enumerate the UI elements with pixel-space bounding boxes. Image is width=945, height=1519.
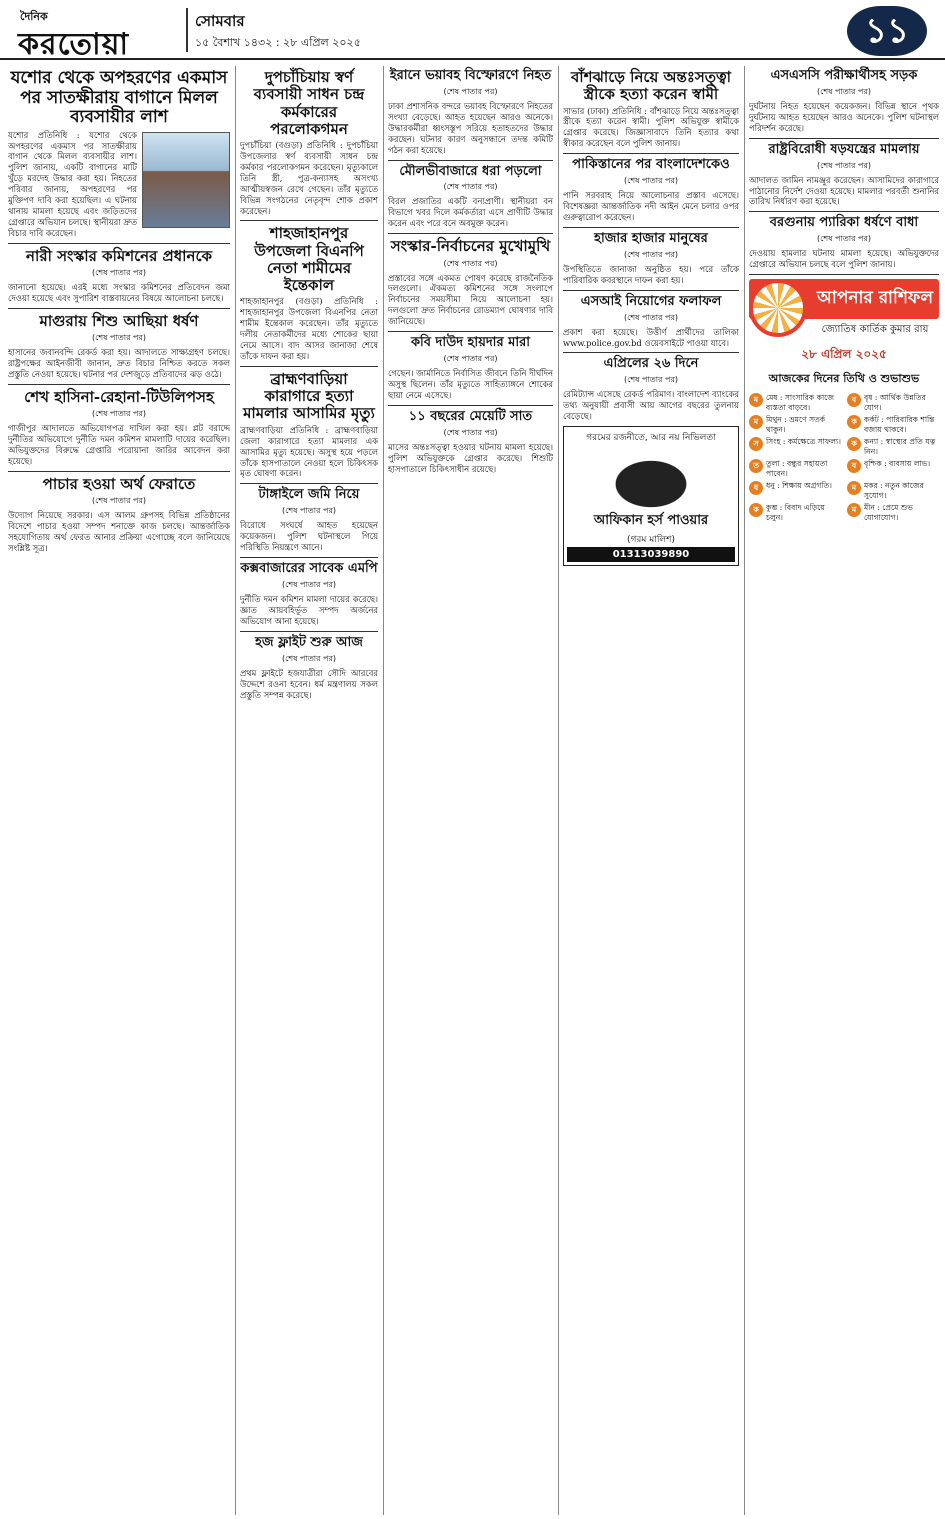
zodiac-sign-item: [749, 437, 841, 456]
issue-day: সোমবার: [195, 12, 245, 30]
zodiac-sign-grid: [749, 393, 939, 522]
headline: টাঙ্গাইলে জমি নিয়ে: [258, 487, 360, 503]
divider: [388, 405, 553, 406]
headline: কবি দাউদ হায়দার মারা: [410, 335, 531, 351]
divider: [388, 331, 553, 332]
divider: [388, 233, 553, 234]
continuation-note: (শেষ পাতার পর): [91, 496, 147, 506]
article-body: প্রথম ফ্লাইটে হজযাত্রীরা সৌদি আরবের উদ্দেশে রওনা হবেন। ধর্ম মন্ত্রণালয় সকল প্রস্তুতি সম্পন্ন করেছে।: [240, 667, 378, 700]
zodiac-sign-icon: ক: [847, 437, 861, 451]
continuation-note: (শেষ পাতার পর): [91, 409, 147, 419]
zodiac-sign-text: কুম্ভ : বিবাদ এড়িয়ে চলুন।: [766, 503, 825, 522]
article-body: ঢাকা প্রশাসনিক বন্দরে ভয়াবহ বিস্ফোরণে নিহতের সংখ্যা বেড়েছে। আহত হয়েছেন আরও অনেকে। উদ্ধারকর্মীরা ধ্বংসস্তূপ সরিয়ে হতাহতদের উদ্ধার করছেন। ঘটনার কারণ অনুসন্ধানে তদন্ত কমিটি গঠন করা হয়েছে।: [388, 100, 553, 155]
column-4: [563, 66, 739, 1519]
headline: এসএসসি পরীক্ষার্থীসহ সড়ক: [770, 68, 918, 83]
continuation-note: (শেষ পাতার পর): [623, 312, 679, 322]
divider: [8, 471, 230, 472]
article-body: গাজীপুর আদালতে অভিযোগপত্র দাখিল করা হয়। প্লট বরাদ্দে দুর্নীতির অভিযোগে দুর্নীতি দমন কমিশন মামলাটি দায়ের করেছিল। অভিযুক্তদের বিরুদ্ধে গ্রেপ্তারি পরোয়ানা জারির আবেদন করা হয়েছে।: [8, 423, 230, 466]
victim-photo: [142, 132, 230, 228]
article-body: মাসের অন্তঃসত্ত্বা হওয়ার ঘটনায় মামলা হয়েছে। পুলিশ অভিযুক্তকে গ্রেপ্তার করেছে। শিশুটি হাসপাতালে চিকিৎসাধীন রয়েছে।: [388, 441, 553, 474]
headline: সংস্কার-নির্বাচনের মুখোমুখি: [390, 237, 551, 256]
zodiac-sign-item: [847, 437, 939, 456]
headline: দুপচাঁচিয়ায় স্বর্ণ ব্যবসায়ী সাধন চন্দ্র কর্মকারের পরলোকগমন: [253, 68, 365, 138]
article-body: সাভার (ঢাকা) প্রতিনিধি : বাঁশঝাড়ে নিয়ে অন্তঃসত্ত্বা স্ত্রীকে হত্যা করেন স্বামী। পুলিশ অভিযুক্ত স্বামীকে গ্রেপ্তার করেছে। জিজ্ঞাসাবাদে তিনি হত্যার কথা স্বীকার করেছেন বলে পুলিশ জানায়।: [563, 105, 739, 149]
continuation-note: (শেষ পাতার পর): [281, 653, 337, 663]
ad-tagline: গরমের রজনীতে, আর নয় নিভিলতা: [586, 433, 716, 444]
zodiac-sign-item: [847, 481, 939, 500]
article-body: উপস্থিতিতে জানাজা অনুষ্ঠিত হয়। পরে তাঁকে পারিবারিক কবরস্থানে দাফন করা হয়।: [563, 263, 739, 285]
headline: হাজার হাজার মানুষের: [594, 230, 708, 246]
headline: শাহজাহানপুর উপজেলা বিএনপি নেতা শামীমের ইন্তেকাল: [254, 224, 364, 295]
continuation-note: (শেষ পাতার পর): [91, 268, 147, 278]
continuation-note: (শেষ পাতার পর): [281, 579, 337, 589]
ad-brand: আফিকান হর্স পাওয়ার: [593, 513, 709, 529]
headline: হজ ফ্লাইট শুরু আজ: [255, 634, 363, 650]
zodiac-sign-item: [749, 481, 841, 500]
ad-phone: 01313039890: [567, 547, 735, 562]
zodiac-sign-item: [847, 393, 939, 412]
issue-date: ১৫ বৈশাখ ১৪৩২ : ২৮ এপ্রিল ২০২৫: [195, 36, 361, 49]
article-body: উদ্যোগ নিয়েছে সরকার। এস আলম গ্রুপসহ বিভিন্ন প্রতিষ্ঠানের বিদেশে পাচার হওয়া সম্পদ শনাক্তে কাজ চলছে। আন্তর্জাতিক সহযোগিতায় অর্থ ফেরত আনার প্রক্রিয়া এগোচ্ছে বলে জানিয়েছে সংশ্লিষ্ট সূত্র।: [8, 510, 230, 553]
headline: বাঁশঝাড়ে নিয়ে অন্তঃসত্ত্বা স্ত্রীকে হত্যা করেন স্বামী: [570, 68, 732, 104]
zodiac-sign-text: মীন : প্রেমে শুভ যোগাযোগ।: [864, 503, 913, 522]
page-number: ১১: [847, 6, 927, 56]
headline: ইরানে ভয়াবহ বিস্ফোরণে নিহত: [389, 68, 552, 83]
zodiac-sign-text: বৃষ : আর্থিক উন্নতির যোগ।: [864, 393, 926, 412]
headline: পাচার হওয়া অর্থ ফেরাতে: [42, 474, 196, 493]
masthead: [0, 0, 945, 60]
headline: এপ্রিলের ২৬ দিনে: [603, 356, 699, 372]
lead-body: যশোর প্রতিনিধি : যশোর থেকে অপহরণের একমাস পর সাতক্ষীরায় বাগান থেকে মিলল ব্যবসায়ীর লাশ। পুলিশ জানায়, একটি বাগানের মাটি খুঁড়ে মরদেহ উদ্ধার করা হয়। নিহতের পরিবার জানায়, অপহরণের পর মুক্তিপণ দাবি করা হয়েছিল। এ ঘটনায় থানায় মামলা হয়েছে এবং জড়িতদের গ্রেপ্তারে অভিযান চলছে। স্থানীয়রা দ্রুত বিচার দাবি করেছেন।: [8, 129, 137, 238]
headline: রাষ্ট্রবিরোধী ষড়যন্ত্রের মামলায়: [768, 141, 920, 157]
zodiac-sign-item: [847, 415, 939, 434]
lead-headline: যশোর থেকে অপহরণের একমাস পর সাতক্ষীরায় বাগানে মিলল ব্যবসায়ীর লাশ: [10, 68, 228, 128]
zodiac-sign-icon: ম: [847, 503, 861, 517]
divider: [8, 243, 230, 244]
continuation-note: (শেষ পাতার পর): [443, 427, 498, 437]
headline: নারী সংস্কার কমিশনের প্রধানকে: [26, 246, 212, 265]
article-body: রেমিট্যান্স এসেছে রেকর্ড পরিমাণ। বাংলাদেশ ব্যাংকের তথ্য অনুযায়ী প্রবাসী আয় আগের বছরের তুলনায় বেড়েছে।: [563, 389, 739, 422]
divider: [563, 290, 739, 291]
zodiac-sign-item: [749, 393, 841, 412]
continuation-note: (শেষ পাতার পর): [623, 375, 679, 385]
article-body: পানি সরবরাহ নিয়ে আলোচনার প্রস্তাব এসেছে। বিশেষজ্ঞরা আন্তর্জাতিক নদী আইন মেনে চলার ওপর গুরুত্বারোপ করেছেন।: [563, 190, 739, 222]
headline: মৌলভীবাজারে ধরা পড়লো: [399, 163, 542, 179]
divider: [749, 274, 939, 275]
zodiac-sign-item: [749, 503, 841, 522]
headline: বরগুনায় প্যারিকা ধর্ষণে বাধা: [769, 215, 919, 231]
continuation-note: (শেষ পাতার পর): [816, 160, 872, 170]
continuation-note: (শেষ পাতার পর): [443, 258, 498, 268]
newspaper-logo: করতোয়া: [18, 27, 130, 62]
article-body: ব্রাহ্মণবাড়িয়া প্রতিনিধি : ব্রাহ্মণবাড়িয়া জেলা কারাগারে হত্যা মামলার এক আসামির মৃত্যু হয়েছে। অসুস্থ হয়ে পড়লে তাঁকে হাসপাতালে নেওয়া হলে চিকিৎসক মৃত ঘোষণা করেন।: [240, 424, 378, 479]
divider: [240, 483, 378, 484]
article-body: গেছেন। জার্মানিতে নির্বাসিত জীবনে তিনি দীর্ঘদিন অসুস্থ ছিলেন। তাঁর মৃত্যুতে সাহিত্যাঙ্গনে শোকের ছায়া নেমে এসেছে।: [388, 368, 553, 400]
column-rule: [744, 66, 745, 1515]
logo-top-text: দৈনিক: [20, 10, 48, 23]
divider: [240, 366, 378, 367]
continuation-note: (শেষ পাতার পর): [816, 234, 872, 244]
article-body: বিরোধে সংঘর্ষে আহত হয়েছেন কয়েকজন। পুলিশ ঘটনাস্থলে গিয়ে পরিস্থিতি নিয়ন্ত্রণে আনে।: [240, 520, 378, 553]
article-body: দুর্নীতি দমন কমিশন মামলা দায়ের করেছে। জ্ঞাত আয়বহির্ভূত সম্পদ অর্জনের অভিযোগ আনা হয়েছে।: [240, 593, 378, 626]
advertisement: [563, 426, 739, 566]
column-rule: [235, 66, 236, 1515]
zodiac-sign-text: কন্যা : স্বাস্থ্যের প্রতি যত্ন নিন।: [864, 437, 936, 456]
zodiac-sign-text: ধনু : শিক্ষায় অগ্রগতি।: [766, 481, 832, 491]
continuation-note: (শেষ পাতার পর): [443, 86, 498, 96]
zodiac-sign-text: মিথুন : ভ্রমণে সতর্ক থাকুন।: [766, 415, 826, 434]
zodiac-sign-icon: ত: [749, 459, 763, 473]
zodiac-sign-text: মকর : নতুন কাজের সুযোগ।: [864, 481, 924, 500]
zodiac-sign-item: [847, 503, 939, 522]
headline: মাগুরায় শিশু আছিয়া ধর্ষণ: [39, 311, 199, 330]
zodiac-sign-icon: ক: [749, 503, 763, 517]
zodiac-sign-text: তুলা : বন্ধুর সহায়তা পাবেন।: [766, 459, 828, 478]
column-2: [240, 66, 378, 1519]
divider: [240, 631, 378, 632]
column-1: [8, 66, 230, 1519]
zodiac-sign-text: সিংহ : কর্মক্ষেত্রে সাফল্য।: [766, 437, 841, 447]
continuation-note: (শেষ পাতার পর): [443, 182, 498, 192]
headline: ১১ বছরের মেয়েটি সাত: [408, 408, 533, 424]
horoscope-author: জ্যোতিষ কার্তিক কুমার রায়: [821, 324, 929, 336]
divider: [563, 352, 739, 353]
article-body: প্রস্তাবের সঙ্গে একমত পোষণ করেছে রাজনৈতিক দলগুলো। ঐকমত্য কমিশনের সঙ্গে সংলাপে নির্বাচনের সময়সীমা নিয়ে আলোচনা হয়। দলগুলো দ্রুত নির্বাচনের রোডম্যাপ ঘোষণার দাবি জানিয়েছে।: [388, 272, 553, 327]
headline: কক্সবাজারের সাবেক এমপি: [240, 561, 378, 577]
article-body: বিরল প্রজাতির একটি বন্যপ্রাণী। স্থানীয়রা বন বিভাগে খবর দিলে কর্মকর্তারা এসে প্রাণীটি উদ্ধার করেন এবং পরে বনে অবমুক্ত করেন।: [388, 196, 553, 229]
column-3: [388, 66, 553, 1519]
zodiac-sign-item: [847, 459, 939, 478]
horoscope-date: ২৮ এপ্রিল ২০২৫: [801, 347, 887, 362]
column-5: [749, 66, 939, 1519]
horse-icon: [596, 448, 706, 508]
zodiac-sign-text: মেষ : সাংসারিক কাজে ব্যস্ততা বাড়বে।: [766, 393, 835, 412]
horoscope-section: [749, 279, 939, 522]
divider: [749, 211, 939, 212]
zodiac-sign-text: কর্কট : পারিবারিক শান্তি বজায় থাকবে।: [864, 415, 935, 434]
column-rule: [558, 66, 559, 1515]
article-body: হাসানের জবানবন্দি রেকর্ড করা হয়। আদালতে সাক্ষ্যগ্রহণ চলছে। রাষ্ট্রপক্ষের আইনজীবী জানান, দ্রুত বিচার নিশ্চিত করতে সকল প্রস্তুতি নেওয়া হয়েছে। ঘটনার পর দেশজুড়ে প্রতিবাদের ঝড় ওঠে।: [8, 347, 230, 380]
headline: শেখ হাসিনা-রেহানা-টিউলিপসহ: [24, 387, 214, 406]
divider: [749, 138, 939, 139]
headline: ব্রাহ্মণবাড়িয়া কারাগারে হত্যা মামলার আসামির মৃত্যু: [243, 369, 375, 423]
zodiac-sign-icon: ধ: [749, 481, 763, 495]
ad-subtitle: (গরম মালিশ): [627, 535, 675, 546]
divider: [563, 153, 739, 154]
article-body: আদালত জামিন নামঞ্জুর করেছেন। আসামিদের কারাগারে পাঠানোর নির্দেশ দেওয়া হয়েছে। মামলার পরবর্তী শুনানির তারিখ নির্ধারণ করা হয়েছে।: [749, 174, 939, 207]
horoscope-banner: আপনার রাশিফল: [749, 279, 939, 319]
masthead-divider: [186, 8, 188, 52]
article-body: দুর্ঘটনায় নিহত হয়েছেন কয়েকজন। বিভিন্ন স্থানে পৃথক দুর্ঘটনায় আহত হয়েছেন আরও অনেকে। পুলিশ ঘটনাস্থল পরিদর্শন করেছে।: [749, 100, 939, 133]
horoscope-subtitle: আজকের দিনের তিথি ও শুভাশুভ: [768, 372, 920, 386]
zodiac-sign-text: বৃশ্চিক : ব্যবসায় লাভ।: [864, 459, 931, 469]
zodiac-wheel-icon: [749, 279, 807, 337]
headline: এসআই নিয়োগের ফলাফল: [580, 293, 722, 309]
column-rule: [383, 66, 384, 1515]
continuation-note: (শেষ পাতার পর): [816, 86, 872, 96]
divider: [8, 384, 230, 385]
continuation-note: (শেষ পাতার পর): [623, 176, 679, 186]
continuation-note: (শেষ পাতার পর): [91, 333, 147, 343]
divider: [563, 227, 739, 228]
zodiac-sign-item: [749, 415, 841, 434]
zodiac-sign-icon: ক: [847, 415, 861, 429]
zodiac-sign-icon: স: [749, 437, 763, 451]
divider: [8, 308, 230, 309]
continuation-note: (শেষ পাতার পর): [443, 354, 498, 364]
divider: [240, 220, 378, 221]
continuation-note: (শেষ পাতার পর): [623, 249, 679, 259]
divider: [240, 557, 378, 558]
article-body: দুপচাঁচিয়া (বগুড়া) প্রতিনিধি : দুপচাঁচিয়া উপজেলার স্বর্ণ ব্যবসায়ী সাধন চন্দ্র কর্মকার পরলোকগমন করেছেন। মৃত্যুকালে তিনি স্ত্রী, পুত্র-কন্যাসহ অসংখ্য আত্মীয়স্বজন রেখে গেছেন। তাঁর মৃত্যুতে বিভিন্ন সংগঠনের নেতৃবৃন্দ শোক প্রকাশ করেছেন।: [240, 140, 378, 216]
headline: পাকিস্তানের পর বাংলাদেশকেও: [572, 157, 730, 173]
zodiac-sign-icon: ম: [847, 481, 861, 495]
divider: [388, 160, 553, 161]
zodiac-sign-item: [749, 459, 841, 478]
article-body: দেওয়ায় হামলার ঘটনায় মামলা হয়েছে। অভিযুক্তদের গ্রেপ্তারে অভিযান চলছে বলে পুলিশ জানায়।: [749, 248, 939, 270]
continuation-note: (শেষ পাতার পর): [281, 506, 337, 516]
zodiac-sign-icon: ব: [847, 459, 861, 473]
article-body: শাহজাহানপুর (বগুড়া) প্রতিনিধি : শাহজাহানপুর উপজেলা বিএনপির নেতা শামীম ইন্তেকাল করেছেন। তাঁর মৃত্যুতে দলীয় নেতাকর্মীদের মধ্যে শোকের ছায়া নেমে আসে। বাদ আসর জানাজা শেষে তাঁকে দাফন করা হয়।: [240, 296, 378, 362]
zodiac-sign-icon: ব: [847, 393, 861, 407]
zodiac-sign-icon: ম: [749, 393, 763, 407]
article-body: জানানো হয়েছে। এরই মধ্যে সংস্কার কমিশনের প্রতিবেদন জমা দেওয়া হয়েছে এবং সুপারিশ বাস্তবায়নের বিষয়ে আলোচনা চলছে।: [8, 282, 230, 304]
zodiac-sign-icon: ম: [749, 415, 763, 429]
article-body: প্রকাশ করা হয়েছে। উত্তীর্ণ প্রার্থীদের তালিকা www.police.gov.bd ওয়েবসাইটে পাওয়া যাবে।: [563, 326, 739, 348]
